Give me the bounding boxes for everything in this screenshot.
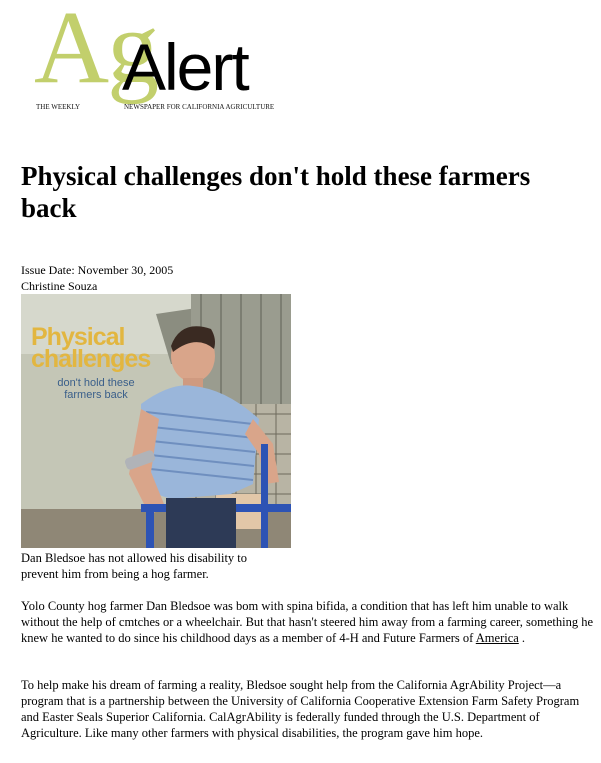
logo-alert-text: Alert	[122, 30, 248, 104]
america-link[interactable]: America	[475, 631, 519, 645]
logo-tagline-left: THE WEEKLY	[36, 103, 81, 111]
logo-tagline-right: NEWSPAPER FOR CALIFORNIA AGRICULTURE	[124, 103, 275, 111]
author-byline: Christine Souza	[21, 279, 98, 293]
photo-overlay-subtitle: don't hold these farmers back	[57, 377, 135, 401]
article-headline: Physical challenges don't hold these farmers back	[21, 161, 531, 223]
logo-ag-text: Ag	[34, 0, 158, 105]
article-photo	[21, 294, 291, 548]
paragraph-1-text: Yolo County hog farmer Dan Bledsoe was bom with spina bifida, a condition that has left him unable to walk without the help of cmtches or a wheelchair. But that hasn't steered him away from a farming career, something he knew he wanted to do since his childhood days as a member of 4-H and Future Farmers of	[21, 599, 594, 645]
photo-caption: Dan Bledsoe has not allowed his disability to prevent him from being a hog farmer.	[21, 551, 248, 581]
issue-date: Issue Date: November 30, 2005	[21, 263, 174, 277]
article-paragraph-1	[21, 598, 596, 646]
photo-overlay-title-1: Physical	[31, 323, 125, 351]
masthead	[0, 0, 601, 140]
article-paragraph-2: To help make his dream of farming a reality, Bledsoe sought help from the California AgrAbility Project—a program that is a partnership between the University of California Cooperative Extension Farm Safety Program and Easter Seals Superior California. CalAgrAbility is federally funded through the U.S. Department of Agriculture. Like many other farmers with physical disabilities, the program gave him hope.	[21, 678, 580, 740]
photo-overlay-title-2: challenges	[31, 345, 151, 373]
paragraph-1-tail: .	[518, 631, 526, 645]
